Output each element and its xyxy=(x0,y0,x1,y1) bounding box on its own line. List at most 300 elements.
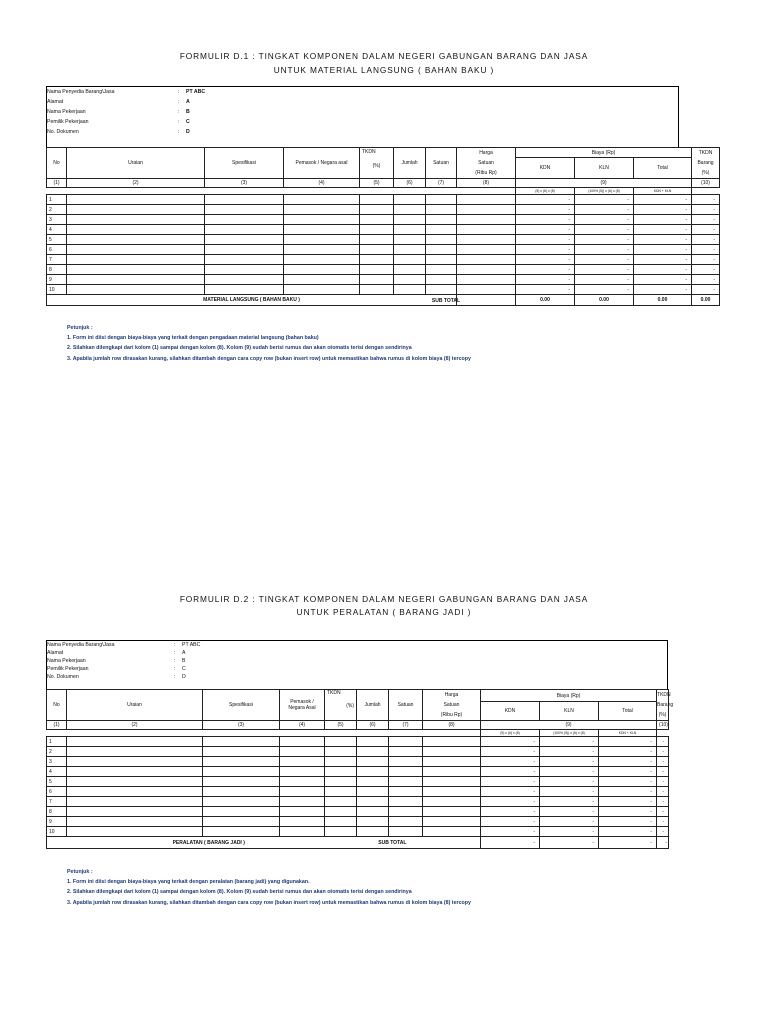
pemasok-cell[interactable] xyxy=(280,817,325,827)
harga-cell[interactable] xyxy=(423,777,481,787)
pemasok-cell[interactable] xyxy=(280,807,325,817)
total-cell: - xyxy=(599,767,657,777)
pemasok-cell[interactable] xyxy=(284,225,360,235)
harga-unit-label: (Ribu Rp) xyxy=(475,170,497,176)
spesifikasi-cell[interactable] xyxy=(203,797,280,807)
footer-subtotal: SUB TOTAL xyxy=(378,839,407,846)
harga-cell[interactable] xyxy=(457,195,516,205)
tkdn-input-cell[interactable] xyxy=(325,797,357,807)
tkdn-input-cell[interactable] xyxy=(325,757,357,767)
formula-spacer xyxy=(426,188,457,195)
harga-cell[interactable] xyxy=(457,205,516,215)
formula-label: (100% (5)) x (6) x (8) xyxy=(540,730,599,737)
satuan-cell[interactable] xyxy=(389,737,423,747)
pemasok-cell[interactable] xyxy=(284,265,360,275)
formula-label: (5) x (6) x (8) xyxy=(481,730,540,737)
kln-cell: - xyxy=(540,767,599,777)
jumlah-cell[interactable] xyxy=(394,285,426,295)
satuan-cell[interactable] xyxy=(426,275,457,285)
pemasok-cell[interactable] xyxy=(280,737,325,747)
field-value[interactable]: B xyxy=(186,109,190,115)
kdn-cell: - xyxy=(516,265,575,275)
tkdn-input-cell[interactable] xyxy=(360,225,394,235)
pemasok-cell[interactable] xyxy=(284,275,360,285)
kln-cell: - xyxy=(575,255,634,265)
jumlah-cell[interactable] xyxy=(357,797,389,807)
row-number: 2 xyxy=(47,205,67,215)
tkdn-input-cell[interactable] xyxy=(360,205,394,215)
satuan-cell[interactable] xyxy=(389,757,423,767)
field-value[interactable]: D xyxy=(186,129,190,135)
harga-cell[interactable] xyxy=(423,787,481,797)
field-label: Nama Pekerjaan xyxy=(47,109,86,115)
kdn-cell: - xyxy=(481,807,540,817)
satuan-cell[interactable] xyxy=(389,807,423,817)
kdn-cell: - xyxy=(481,797,540,807)
kdn-cell: - xyxy=(481,817,540,827)
harga-satuan-label: Satuan xyxy=(443,702,460,708)
uraian-cell[interactable] xyxy=(67,777,203,787)
spesifikasi-cell[interactable] xyxy=(203,787,280,797)
harga-cell[interactable] xyxy=(423,757,481,767)
total-cell: - xyxy=(599,827,657,837)
row-number: 1 xyxy=(47,195,67,205)
footer-total: - xyxy=(599,837,657,849)
satuan-cell[interactable] xyxy=(426,215,457,225)
kln-cell: - xyxy=(540,747,599,757)
form-d2-notes xyxy=(67,867,471,908)
column-number: (6) xyxy=(394,179,426,188)
formula-spacer xyxy=(357,730,389,737)
jumlah-cell[interactable] xyxy=(357,807,389,817)
col-tkdn-barang-header xyxy=(692,148,720,179)
kdn-cell: - xyxy=(481,737,540,747)
field-value[interactable]: A xyxy=(182,650,186,656)
spesifikasi-cell[interactable] xyxy=(205,205,284,215)
tkdn-cell: - xyxy=(692,205,720,215)
kdn-cell: - xyxy=(516,215,575,225)
pemasok-cell[interactable] xyxy=(280,757,325,767)
footer-tkdn: - xyxy=(657,837,669,849)
table-row xyxy=(47,817,669,827)
spesifikasi-cell[interactable] xyxy=(203,777,280,787)
column-number: (3) xyxy=(205,179,284,188)
row-number: 6 xyxy=(47,787,67,797)
kdn-cell: - xyxy=(516,195,575,205)
jumlah-cell[interactable] xyxy=(394,215,426,225)
formula-row xyxy=(47,730,669,737)
uraian-cell[interactable] xyxy=(67,737,203,747)
barang-pct-label: (%) xyxy=(658,712,667,718)
kdn-cell: - xyxy=(481,747,540,757)
pemasok-cell[interactable] xyxy=(280,777,325,787)
spesifikasi-cell[interactable] xyxy=(203,817,280,827)
spesifikasi-cell[interactable] xyxy=(205,285,284,295)
harga-cell[interactable] xyxy=(457,225,516,235)
tkdn-cell: - xyxy=(657,767,669,777)
uraian-cell[interactable] xyxy=(67,767,203,777)
uraian-cell[interactable] xyxy=(67,235,205,245)
uraian-cell[interactable] xyxy=(67,255,205,265)
kln-cell: - xyxy=(575,205,634,215)
satuan-cell[interactable] xyxy=(389,747,423,757)
pemasok-cell[interactable] xyxy=(280,797,325,807)
kdn-cell: - xyxy=(516,225,575,235)
spesifikasi-cell[interactable] xyxy=(205,255,284,265)
spesifikasi-cell[interactable] xyxy=(205,215,284,225)
tkdn-cell: - xyxy=(692,235,720,245)
col-kln-header: KLN xyxy=(575,158,634,179)
tkdn-cell: - xyxy=(692,225,720,235)
spesifikasi-cell[interactable] xyxy=(203,737,280,747)
uraian-cell[interactable] xyxy=(67,195,205,205)
field-label: Nama Penyedia Barang\Jasa xyxy=(47,642,115,648)
formula-spacer xyxy=(657,730,669,737)
satuan-cell[interactable] xyxy=(426,205,457,215)
satuan-cell[interactable] xyxy=(426,195,457,205)
tkdn-input-cell[interactable] xyxy=(325,807,357,817)
jumlah-cell[interactable] xyxy=(394,205,426,215)
formula-spacer xyxy=(692,188,720,195)
satuan-cell[interactable] xyxy=(389,787,423,797)
pemasok-cell[interactable] xyxy=(284,235,360,245)
field-value[interactable]: C xyxy=(182,666,186,672)
col-biaya-header: Biaya (Rp) xyxy=(516,148,692,158)
spesifikasi-cell[interactable] xyxy=(203,747,280,757)
spesifikasi-cell[interactable] xyxy=(205,195,284,205)
spesifikasi-cell[interactable] xyxy=(205,275,284,285)
col-jumlah-header: Jumlah xyxy=(357,690,389,721)
pemasok-cell[interactable] xyxy=(284,255,360,265)
row-number: 8 xyxy=(47,807,67,817)
total-cell: - xyxy=(634,285,692,295)
satuan-cell[interactable] xyxy=(389,827,423,837)
harga-cell[interactable] xyxy=(423,747,481,757)
kln-cell: - xyxy=(540,827,599,837)
total-cell: - xyxy=(634,255,692,265)
field-value[interactable]: B xyxy=(182,658,186,664)
footer-kdn: - xyxy=(481,837,540,849)
table-row xyxy=(47,195,720,205)
table-row xyxy=(47,275,720,285)
jumlah-cell[interactable] xyxy=(394,265,426,275)
field-value[interactable]: C xyxy=(186,119,190,125)
notes-heading: Petunjuk : xyxy=(67,869,93,875)
column-number: (5) xyxy=(360,179,394,188)
formula-label: (5) x (6) x (8) xyxy=(516,188,575,195)
table-row xyxy=(47,737,669,747)
note-item: 2. Silahkan dilengkapi dari kolom (1) sampai dengan kolom (8). Kolom (9) sudah berisi rumus dan akan otomatis terisi dengan sendirinya xyxy=(67,889,412,896)
tkdn-input-cell[interactable] xyxy=(325,777,357,787)
pemasok-cell[interactable] xyxy=(280,747,325,757)
kdn-cell: - xyxy=(516,205,575,215)
barang-label: Barang xyxy=(697,160,714,166)
field-value[interactable]: PT ABC xyxy=(186,89,206,95)
satuan-cell[interactable] xyxy=(426,255,457,265)
col-tkdn-header xyxy=(325,690,357,721)
field-label: Pemilik Pekerjaan xyxy=(47,119,89,125)
harga-cell[interactable] xyxy=(423,807,481,817)
form-d2-title-line1: FORMULIR D.2 : TINGKAT KOMPONEN DALAM NEGERI GABUNGAN BARANG DAN JASA xyxy=(179,594,589,604)
satuan-cell[interactable] xyxy=(389,797,423,807)
harga-cell[interactable] xyxy=(457,265,516,275)
note-item: 1. Form ini diisi dengan biaya-biaya yang terkait dengan pengadaan material langsung (bahan baku) xyxy=(67,335,319,342)
footer-kln: - xyxy=(540,837,599,849)
jumlah-cell[interactable] xyxy=(357,747,389,757)
kln-cell: - xyxy=(540,797,599,807)
jumlah-cell[interactable] xyxy=(357,767,389,777)
jumlah-cell[interactable] xyxy=(357,787,389,797)
note-item: 3. Apabila jumlah row dirasakan kurang, silahkan ditambah dengan cara copy row (bukan insert row) untuk memastikan bahwa rumus di kolom biaya (8) tercopy xyxy=(67,899,471,906)
tkdn-input-cell[interactable] xyxy=(325,747,357,757)
field-value[interactable]: D xyxy=(182,674,186,680)
tkdn-input-cell[interactable] xyxy=(360,285,394,295)
spesifikasi-cell[interactable] xyxy=(203,807,280,817)
table-row xyxy=(47,225,720,235)
jumlah-cell[interactable] xyxy=(394,195,426,205)
formula-spacer xyxy=(423,730,481,737)
tkdn-cell: - xyxy=(692,215,720,225)
uraian-cell[interactable] xyxy=(67,787,203,797)
harga-cell[interactable] xyxy=(457,235,516,245)
harga-cell[interactable] xyxy=(423,817,481,827)
col-harga-header xyxy=(457,148,516,179)
column-number: (5) xyxy=(325,721,357,730)
uraian-cell[interactable] xyxy=(67,205,205,215)
kln-cell: - xyxy=(575,265,634,275)
harga-cell[interactable] xyxy=(457,275,516,285)
uraian-cell[interactable] xyxy=(67,757,203,767)
uraian-cell[interactable] xyxy=(67,285,205,295)
column-number: (4) xyxy=(280,721,325,730)
kln-cell: - xyxy=(575,245,634,255)
notes-heading: Petunjuk : xyxy=(67,325,93,331)
col-pemasok-header xyxy=(280,690,325,721)
field-colon: : xyxy=(174,666,176,672)
formula-spacer xyxy=(325,730,357,737)
formula-spacer xyxy=(67,188,205,195)
field-label: Nama Penyedia Barang\Jasa xyxy=(47,89,115,95)
uraian-cell[interactable] xyxy=(67,245,205,255)
spesifikasi-cell[interactable] xyxy=(205,265,284,275)
jumlah-cell[interactable] xyxy=(394,225,426,235)
spesifikasi-cell[interactable] xyxy=(205,235,284,245)
row-number: 5 xyxy=(47,777,67,787)
uraian-cell[interactable] xyxy=(67,817,203,827)
col-pemasok-header: Pemasok / Negara asal xyxy=(284,148,360,179)
table-row xyxy=(47,777,669,787)
jumlah-cell[interactable] xyxy=(394,235,426,245)
kln-cell: - xyxy=(540,787,599,797)
col-uraian-header: Uraian xyxy=(67,148,205,179)
jumlah-cell[interactable] xyxy=(394,275,426,285)
column-number: (2) xyxy=(67,721,203,730)
field-colon: : xyxy=(178,89,180,95)
tkdn-cell: - xyxy=(657,797,669,807)
pemasok-cell[interactable] xyxy=(284,205,360,215)
footer-tkdn: 0.00 xyxy=(692,295,720,306)
tkdn-cell: - xyxy=(692,245,720,255)
tkdn-label: TKDN xyxy=(327,690,341,696)
harga-satuan-label: Satuan xyxy=(478,160,494,166)
row-number: 3 xyxy=(47,215,67,225)
spesifikasi-cell[interactable] xyxy=(203,767,280,777)
form-d1-title-line2: UNTUK MATERIAL LANGSUNG ( BAHAN BAKU ) xyxy=(273,65,495,75)
total-cell: - xyxy=(599,757,657,767)
column-number: (10) xyxy=(657,721,669,730)
uraian-cell[interactable] xyxy=(67,827,203,837)
row-number: 10 xyxy=(47,827,67,837)
formula-spacer xyxy=(203,730,280,737)
pemasok-cell[interactable] xyxy=(284,195,360,205)
satuan-cell[interactable] xyxy=(426,285,457,295)
harga-cell[interactable] xyxy=(457,255,516,265)
tkdn-input-cell[interactable] xyxy=(325,767,357,777)
uraian-cell[interactable] xyxy=(67,265,205,275)
tkdn-input-cell[interactable] xyxy=(360,275,394,285)
tkdn-input-cell[interactable] xyxy=(360,265,394,275)
kln-cell: - xyxy=(540,817,599,827)
tkdn-input-cell[interactable] xyxy=(360,235,394,245)
table-row xyxy=(47,205,720,215)
tkdn-input-cell[interactable] xyxy=(360,245,394,255)
tkdn-input-cell[interactable] xyxy=(325,737,357,747)
satuan-cell[interactable] xyxy=(426,265,457,275)
spesifikasi-cell[interactable] xyxy=(205,225,284,235)
jumlah-cell[interactable] xyxy=(357,777,389,787)
pemasok-cell[interactable] xyxy=(284,215,360,225)
harga-cell[interactable] xyxy=(423,737,481,747)
table-row xyxy=(47,757,669,767)
satuan-cell[interactable] xyxy=(426,225,457,235)
harga-cell[interactable] xyxy=(423,827,481,837)
form-d2-table xyxy=(46,689,674,849)
row-number: 7 xyxy=(47,797,67,807)
col-tkdn-barang-header xyxy=(657,690,674,721)
pemasok-cell[interactable] xyxy=(280,767,325,777)
kdn-cell: - xyxy=(481,777,540,787)
spesifikasi-cell[interactable] xyxy=(203,757,280,767)
table-row xyxy=(47,245,720,255)
table-row xyxy=(47,265,720,275)
spesifikasi-cell[interactable] xyxy=(205,245,284,255)
satuan-cell[interactable] xyxy=(389,767,423,777)
satuan-cell[interactable] xyxy=(389,777,423,787)
negara-asal-label: Negara Asal xyxy=(288,705,316,711)
jumlah-cell[interactable] xyxy=(357,757,389,767)
col-jumlah-header: Jumlah xyxy=(394,148,426,179)
tkdn-cell: - xyxy=(692,195,720,205)
form-d1-notes xyxy=(67,323,471,364)
field-value[interactable]: PT ABC xyxy=(182,642,201,648)
jumlah-cell[interactable] xyxy=(357,827,389,837)
column-number: (9) xyxy=(481,721,657,730)
tkdn-input-cell[interactable] xyxy=(325,787,357,797)
form-d1-info-box xyxy=(46,86,679,148)
uraian-cell[interactable] xyxy=(67,807,203,817)
field-value[interactable]: A xyxy=(186,99,190,105)
harga-cell[interactable] xyxy=(457,245,516,255)
formula-spacer xyxy=(67,730,203,737)
satuan-cell[interactable] xyxy=(426,235,457,245)
pemasok-label: Pemasok / xyxy=(290,699,314,705)
field-label: No. Dokumen xyxy=(47,674,79,680)
formula-spacer xyxy=(394,188,426,195)
col-harga-header xyxy=(423,690,481,721)
jumlah-cell[interactable] xyxy=(357,737,389,747)
jumlah-cell[interactable] xyxy=(357,817,389,827)
table-row xyxy=(47,747,669,757)
formula-spacer xyxy=(280,730,325,737)
kln-cell: - xyxy=(575,275,634,285)
col-total-header: Total xyxy=(599,702,657,721)
kln-cell: - xyxy=(575,225,634,235)
row-number: 6 xyxy=(47,245,67,255)
kdn-cell: - xyxy=(516,275,575,285)
harga-cell[interactable] xyxy=(457,215,516,225)
column-number: (7) xyxy=(426,179,457,188)
row-number: 5 xyxy=(47,235,67,245)
pemasok-cell[interactable] xyxy=(280,787,325,797)
table-row xyxy=(47,255,720,265)
tkdn-input-cell[interactable] xyxy=(360,255,394,265)
pemasok-cell[interactable] xyxy=(280,827,325,837)
uraian-cell[interactable] xyxy=(67,747,203,757)
pemasok-cell[interactable] xyxy=(284,285,360,295)
tkdn-cell: - xyxy=(692,255,720,265)
total-cell: - xyxy=(634,225,692,235)
tkdn-input-cell[interactable] xyxy=(360,215,394,225)
uraian-cell[interactable] xyxy=(67,215,205,225)
tkdn-input-cell[interactable] xyxy=(325,817,357,827)
uraian-cell[interactable] xyxy=(67,797,203,807)
kdn-cell: - xyxy=(481,757,540,767)
field-colon: : xyxy=(178,129,180,135)
satuan-cell[interactable] xyxy=(389,817,423,827)
col-satuan-header: Satuan xyxy=(426,148,457,179)
harga-cell[interactable] xyxy=(423,797,481,807)
col-biaya-header: Biaya (Rp) xyxy=(481,690,657,702)
footer-row xyxy=(47,295,720,306)
harga-cell[interactable] xyxy=(423,767,481,777)
col-tkdn-header xyxy=(360,148,394,179)
tkdn-input-cell[interactable] xyxy=(360,195,394,205)
tkdn-input-cell[interactable] xyxy=(325,827,357,837)
tkdn-cell: - xyxy=(657,757,669,767)
jumlah-cell[interactable] xyxy=(394,245,426,255)
jumlah-cell[interactable] xyxy=(394,255,426,265)
table-row xyxy=(47,767,669,777)
satuan-cell[interactable] xyxy=(426,245,457,255)
row-number: 10 xyxy=(47,285,67,295)
column-number: (7) xyxy=(389,721,423,730)
pemasok-cell[interactable] xyxy=(284,245,360,255)
col-kln-header: KLN xyxy=(540,702,599,721)
tkdn-cell: - xyxy=(657,787,669,797)
formula-label: KDN + KLN xyxy=(599,730,657,737)
spesifikasi-cell[interactable] xyxy=(203,827,280,837)
kln-cell: - xyxy=(575,215,634,225)
col-kdn-header: KDN xyxy=(516,158,575,179)
harga-cell[interactable] xyxy=(457,285,516,295)
col-satuan-header: Satuan xyxy=(389,690,423,721)
total-cell: - xyxy=(599,747,657,757)
table-row xyxy=(47,797,669,807)
kdn-cell: - xyxy=(481,767,540,777)
row-number: 9 xyxy=(47,275,67,285)
uraian-cell[interactable] xyxy=(67,275,205,285)
uraian-cell[interactable] xyxy=(67,225,205,235)
